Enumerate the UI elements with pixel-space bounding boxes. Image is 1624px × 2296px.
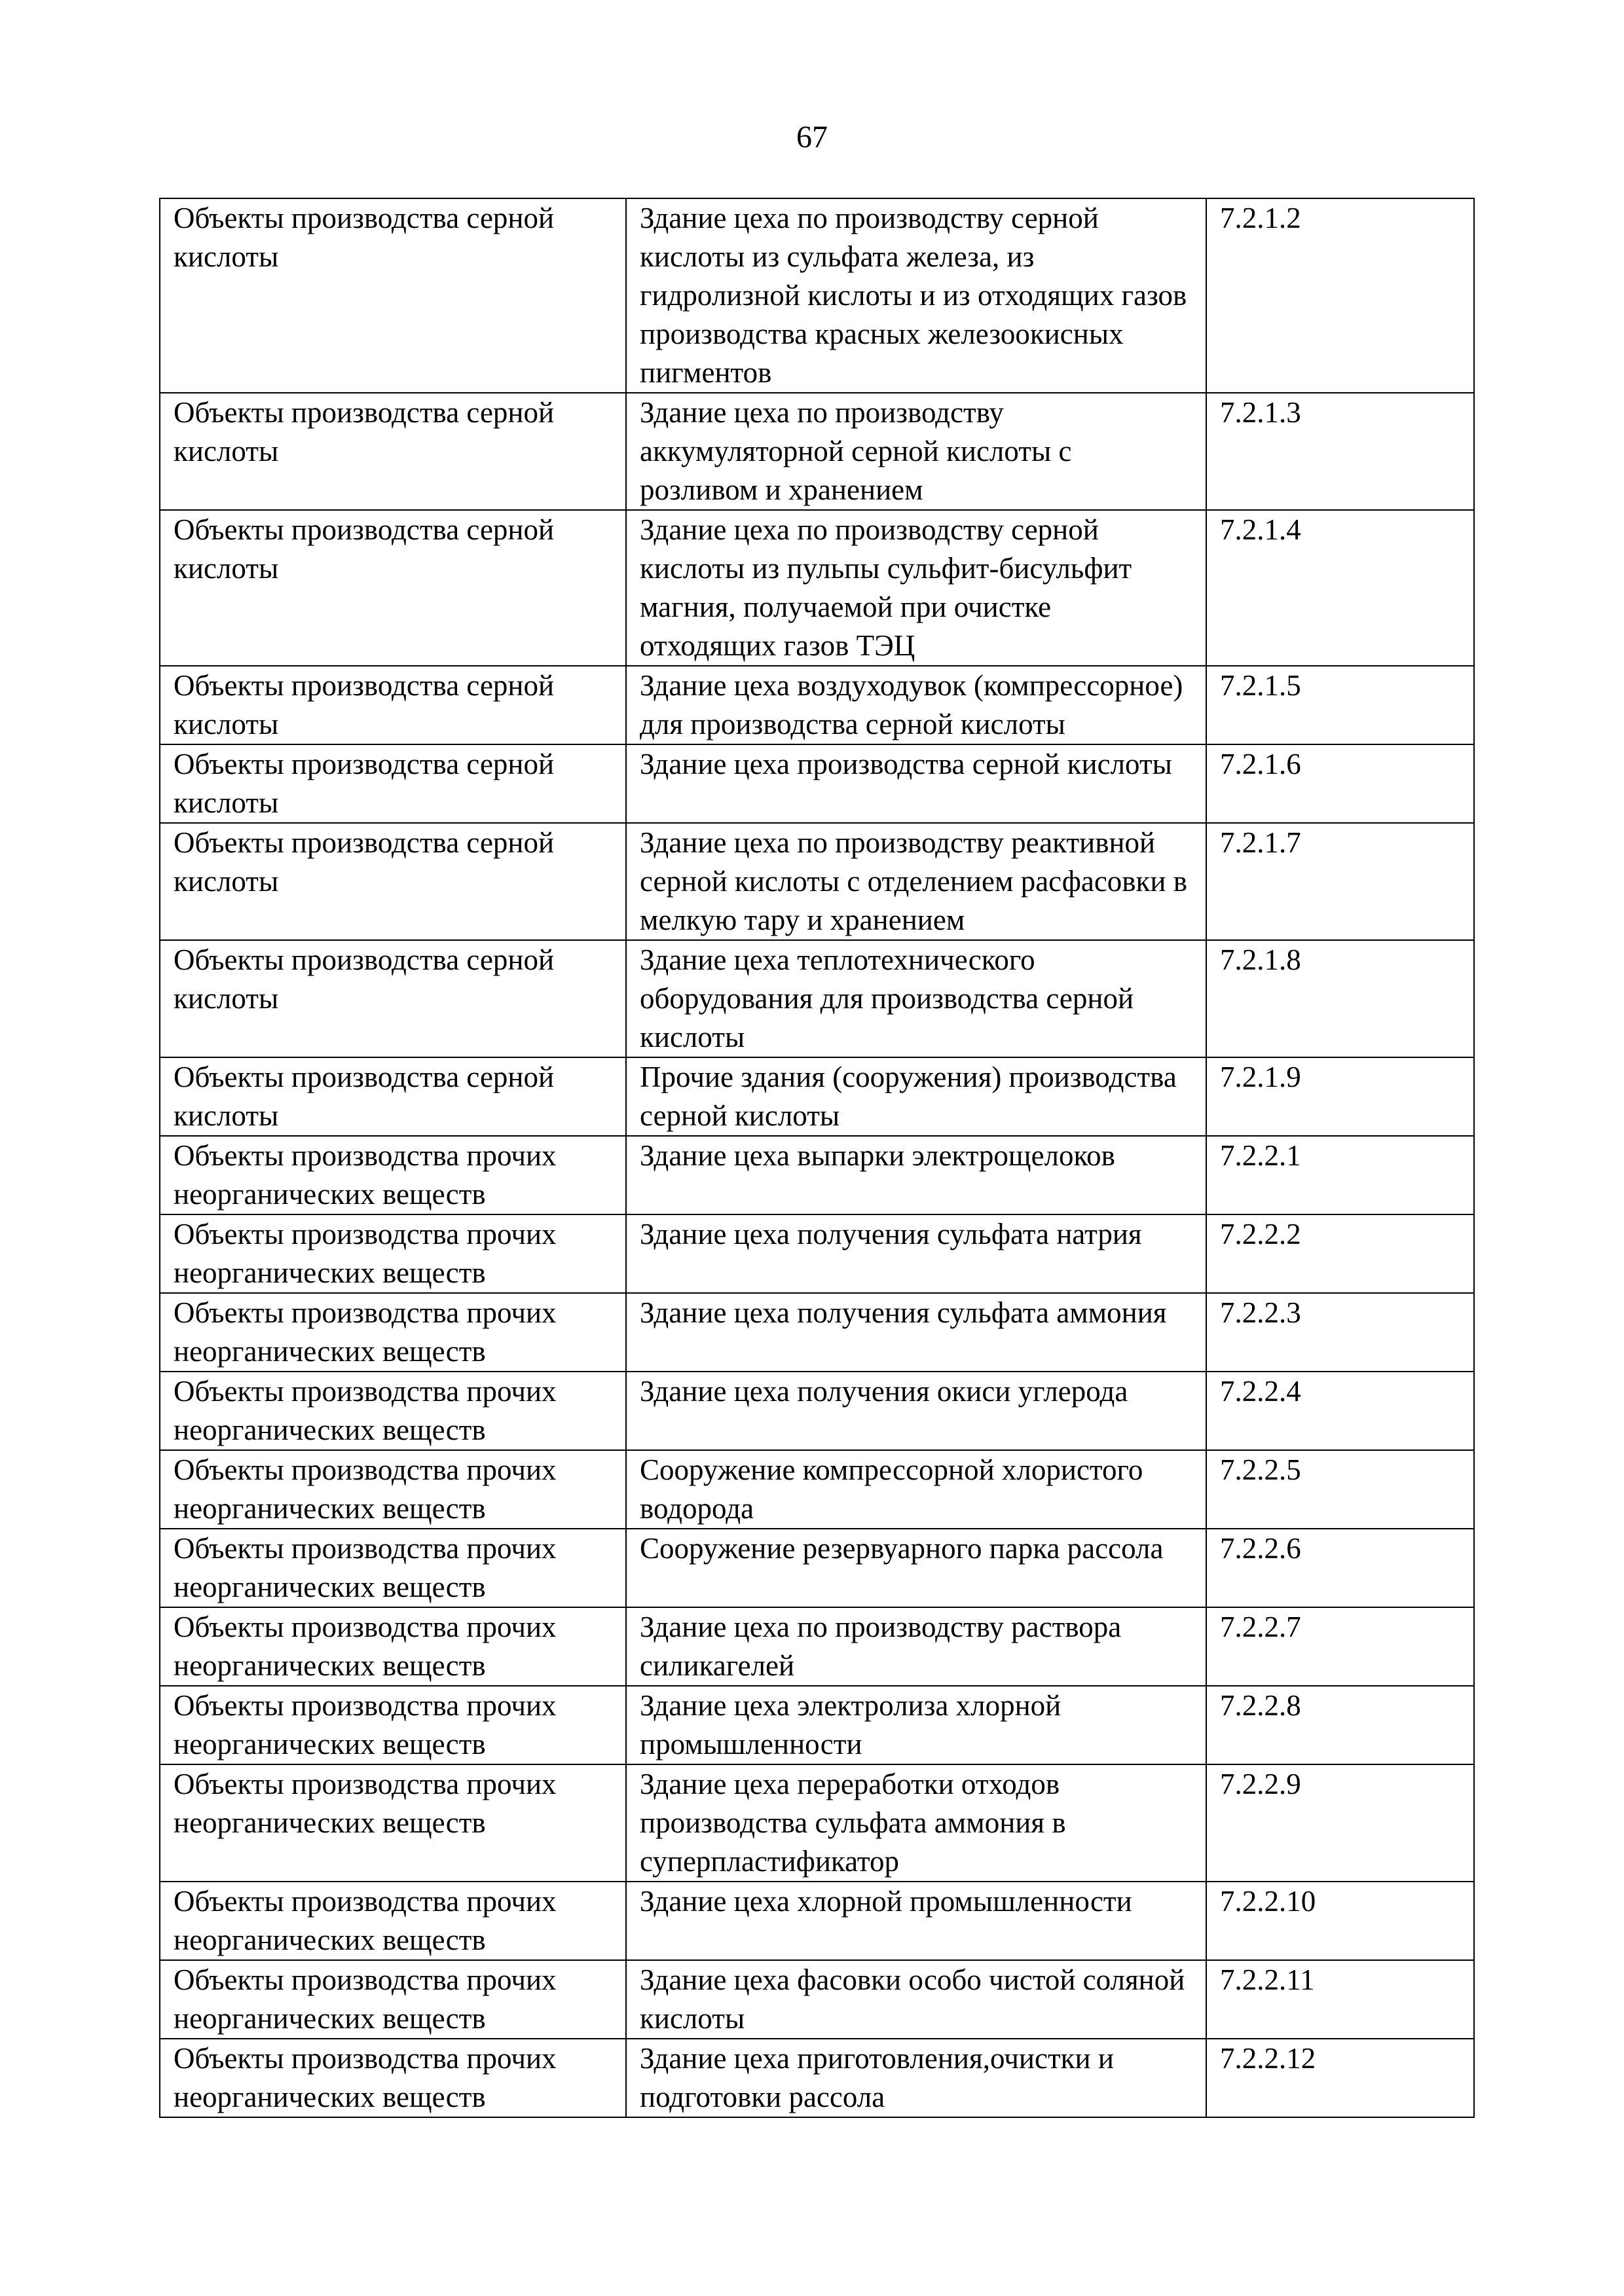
code-cell: 7.2.1.6 (1206, 744, 1474, 823)
code-cell: 7.2.2.7 (1206, 1607, 1474, 1686)
object-cell: Объекты производства прочих неорганических веществ (160, 1450, 626, 1529)
building-cell: Здание цеха производства серной кислоты (626, 744, 1206, 823)
building-cell: Здание цеха электролиза хлорной промышленности (626, 1686, 1206, 1764)
code-cell: 7.2.2.8 (1206, 1686, 1474, 1764)
table-row (160, 823, 1474, 940)
table-row (160, 1882, 1474, 1960)
object-cell: Объекты производства серной кислоты (160, 823, 626, 940)
code-cell: 7.2.1.8 (1206, 940, 1474, 1057)
building-cell: Здание цеха по производству серной кислоты из пульпы сульфит-бисульфит магния, получаемой при очистке отходящих газов ТЭЦ (626, 510, 1206, 666)
building-cell: Здание цеха получения окиси углерода (626, 1372, 1206, 1450)
object-cell: Объекты производства серной кислоты (160, 940, 626, 1057)
code-cell: 7.2.2.3 (1206, 1293, 1474, 1372)
building-cell: Сооружение резервуарного парка рассола (626, 1529, 1206, 1607)
object-cell: Объекты производства прочих неорганических веществ (160, 1960, 626, 2039)
object-cell: Объекты производства серной кислоты (160, 666, 626, 744)
classification-table (159, 198, 1475, 2118)
building-cell: Здание цеха по производству серной кислоты из сульфата железа, из гидролизной кислоты и из отходящих газов производства красных железоокисных пигментов (626, 198, 1206, 393)
code-cell: 7.2.2.4 (1206, 1372, 1474, 1450)
table-row (160, 666, 1474, 744)
code-cell: 7.2.1.2 (1206, 198, 1474, 393)
code-cell: 7.2.1.4 (1206, 510, 1474, 666)
table-row (160, 1214, 1474, 1293)
code-cell: 7.2.1.9 (1206, 1057, 1474, 1136)
code-cell: 7.2.2.10 (1206, 1882, 1474, 1960)
object-cell: Объекты производства прочих неорганических веществ (160, 1607, 626, 1686)
table-row (160, 2039, 1474, 2117)
building-cell: Здание цеха по производству аккумуляторной серной кислоты с розливом и хранением (626, 393, 1206, 510)
object-cell: Объекты производства прочих неорганических веществ (160, 1686, 626, 1764)
table-row (160, 1450, 1474, 1529)
building-cell: Здание цеха приготовления,очистки и подготовки рассола (626, 2039, 1206, 2117)
building-cell: Здание цеха по производству реактивной серной кислоты с отделением расфасовки в мелкую тару и хранением (626, 823, 1206, 940)
code-cell: 7.2.2.12 (1206, 2039, 1474, 2117)
building-cell: Сооружение компрессорной хлористого водорода (626, 1450, 1206, 1529)
code-cell: 7.2.1.5 (1206, 666, 1474, 744)
building-cell: Здание цеха хлорной промышленности (626, 1882, 1206, 1960)
object-cell: Объекты производства серной кислоты (160, 1057, 626, 1136)
building-cell: Здание цеха переработки отходов производства сульфата аммония в суперпластификатор (626, 1764, 1206, 1882)
building-cell: Здание цеха по производству раствора силикагелей (626, 1607, 1206, 1686)
object-cell: Объекты производства серной кислоты (160, 393, 626, 510)
object-cell: Объекты производства прочих неорганических веществ (160, 1764, 626, 1882)
object-cell: Объекты производства прочих неорганических веществ (160, 2039, 626, 2117)
object-cell: Объекты производства серной кислоты (160, 744, 626, 823)
table-row (160, 1057, 1474, 1136)
building-cell: Здание цеха получения сульфата аммония (626, 1293, 1206, 1372)
code-cell: 7.2.1.7 (1206, 823, 1474, 940)
page-number: 67 (796, 120, 828, 155)
code-cell: 7.2.2.2 (1206, 1214, 1474, 1293)
table-row (160, 1607, 1474, 1686)
building-cell: Здание цеха теплотехнического оборудования для производства серной кислоты (626, 940, 1206, 1057)
building-cell: Здание цеха выпарки электрощелоков (626, 1136, 1206, 1214)
code-cell: 7.2.2.6 (1206, 1529, 1474, 1607)
code-cell: 7.2.2.9 (1206, 1764, 1474, 1882)
table-row (160, 1686, 1474, 1764)
table-row (160, 1136, 1474, 1214)
object-cell: Объекты производства серной кислоты (160, 510, 626, 666)
table-row (160, 1960, 1474, 2039)
object-cell: Объекты производства прочих неорганических веществ (160, 1293, 626, 1372)
table-row (160, 1293, 1474, 1372)
building-cell: Здание цеха получения сульфата натрия (626, 1214, 1206, 1293)
object-cell: Объекты производства прочих неорганических веществ (160, 1372, 626, 1450)
object-cell: Объекты производства прочих неорганических веществ (160, 1214, 626, 1293)
code-cell: 7.2.2.11 (1206, 1960, 1474, 2039)
object-cell: Объекты производства прочих неорганических веществ (160, 1882, 626, 1960)
table-row (160, 940, 1474, 1057)
code-cell: 7.2.2.5 (1206, 1450, 1474, 1529)
building-cell: Здание цеха воздуходувок (компрессорное) для производства серной кислоты (626, 666, 1206, 744)
code-cell: 7.2.2.1 (1206, 1136, 1474, 1214)
table-row (160, 1764, 1474, 1882)
building-cell: Прочие здания (сооружения) производства серной кислоты (626, 1057, 1206, 1136)
code-cell: 7.2.1.3 (1206, 393, 1474, 510)
table-row (160, 1529, 1474, 1607)
table-row (160, 1372, 1474, 1450)
table-row (160, 744, 1474, 823)
object-cell: Объекты производства серной кислоты (160, 198, 626, 393)
table-row (160, 510, 1474, 666)
building-cell: Здание цеха фасовки особо чистой соляной кислоты (626, 1960, 1206, 2039)
object-cell: Объекты производства прочих неорганических веществ (160, 1136, 626, 1214)
table-row (160, 198, 1474, 393)
table-row (160, 393, 1474, 510)
object-cell: Объекты производства прочих неорганических веществ (160, 1529, 626, 1607)
